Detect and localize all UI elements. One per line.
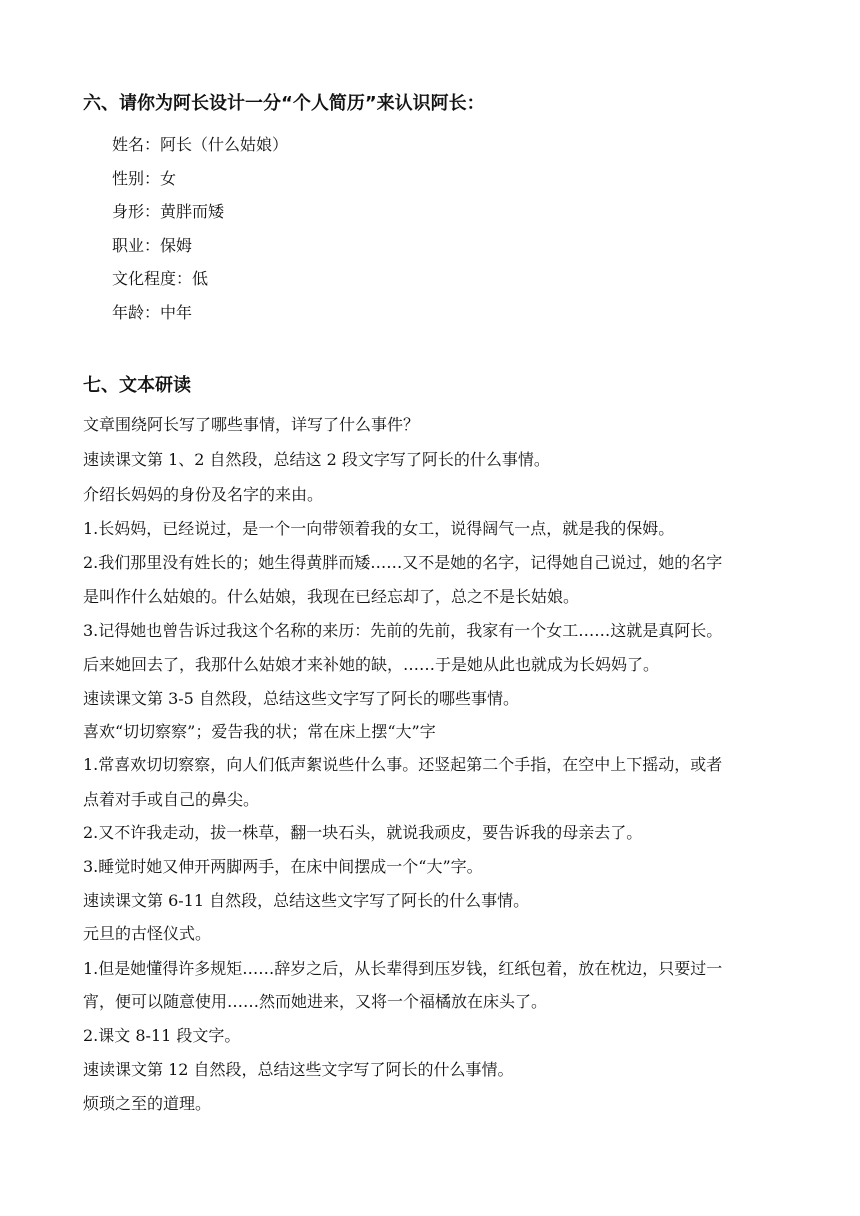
text-line: 后来她回去了，我那什么姑娘才来补她的缺，……于是她从此也就成为长妈妈了。 <box>83 655 660 674</box>
text-line: 介绍长妈妈的身份及名字的来由。 <box>83 485 324 504</box>
text-line: 2.课文 8-11 段文字。 <box>83 1026 241 1045</box>
text-line: 速读课文第 12 自然段，总结这些文字写了阿长的什么事情。 <box>83 1060 514 1079</box>
text-line: 速读课文第 3-5 自然段，总结这些文字写了阿长的哪些事情。 <box>83 689 519 708</box>
text-line: 文章围绕阿长写了哪些事情，详写了什么事件？ <box>83 415 420 434</box>
text-line: 宵，便可以随意使用……然而她进来，又将一个福橘放在床头了。 <box>83 992 548 1011</box>
profile-age: 年龄：中年 <box>112 303 193 322</box>
text-line: 速读课文第 1、2 自然段，总结这 2 段文字写了阿长的什么事情。 <box>83 450 550 469</box>
text-line: 3.睡觉时她又伸开两脚两手，在床中间摆成一个“大”字。 <box>83 857 483 876</box>
text-line: 2.又不许我走动，拔一株草，翻一块石头，就说我顽皮，要告诉我的母亲去了。 <box>83 823 643 842</box>
profile-gender: 性别：女 <box>112 169 177 188</box>
text-line: 速读课文第 6-11 自然段，总结这些文字写了阿长的什么事情。 <box>83 891 530 910</box>
text-line: 喜欢“切切察察”；爱告我的状；常在床上摆“大”字 <box>83 722 436 741</box>
text-line: 点着对手或自己的鼻尖。 <box>83 790 260 809</box>
profile-figure: 身形：黄胖而矮 <box>112 202 225 221</box>
text-line: 2.我们那里没有姓长的；她生得黄胖而矮……又不是她的名字，记得她自己说过，她的名字 <box>83 553 723 572</box>
text-line: 烦琐之至的道理。 <box>83 1094 212 1113</box>
text-line: 是叫作什么姑娘的。什么姑娘，我现在已经忘却了，总之不是长姑娘。 <box>83 587 580 606</box>
text-line: 3.记得她也曾告诉过我这个名称的来历：先前的先前，我家有一个女工……这就是真阿长。 <box>83 621 723 640</box>
profile-education: 文化程度：低 <box>112 269 209 288</box>
profile-name: 姓名：阿长（什么姑娘） <box>112 135 289 154</box>
section-6-title: 六、请你为阿长设计一分“个人简历”来认识阿长： <box>83 93 485 114</box>
section-7-title: 七、文本研读 <box>83 375 191 396</box>
text-line: 1.长妈妈，已经说过，是一个一向带领着我的女工，说得阔气一点，就是我的保姆。 <box>83 519 675 538</box>
text-line: 1.常喜欢切切察察，向人们低声絮说些什么事。还竖起第二个手指，在空中上下摇动，或者 <box>83 755 723 774</box>
text-line: 1.但是她懂得许多规矩……辞岁之后，从长辈得到压岁钱，红纸包着，放在枕边，只要过一 <box>83 959 723 978</box>
profile-occupation: 职业：保姆 <box>112 236 193 255</box>
text-line: 元旦的古怪仪式。 <box>83 924 212 943</box>
